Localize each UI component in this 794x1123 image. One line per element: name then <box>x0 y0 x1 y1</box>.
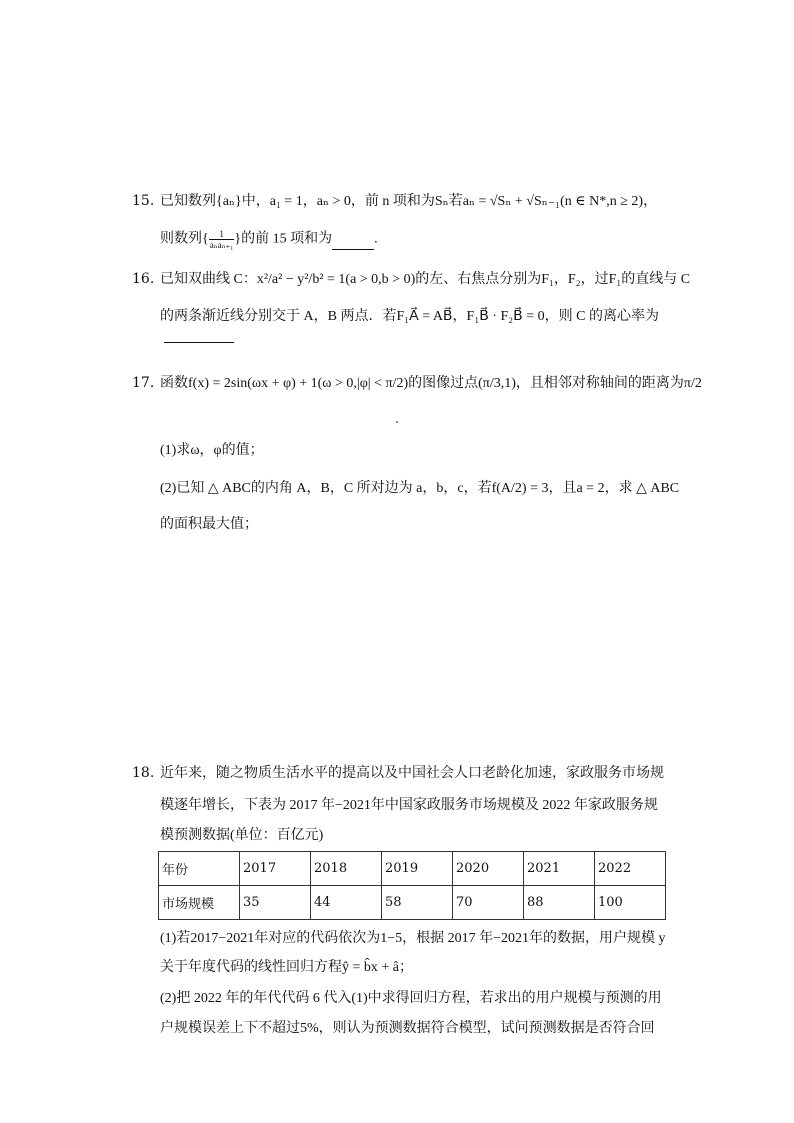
q18-part2-line1: (2)把 2022 年的年代代码 6 代入(1)中求得回归方程，若求出的用户规模与预测的用 <box>160 991 662 1006</box>
scan-dot <box>396 421 398 423</box>
table-cell: 70 <box>453 886 524 920</box>
table-cell: 44 <box>311 886 382 920</box>
table-cell: 市场规模 <box>159 886 240 920</box>
q18-line1: 近年来，随之物质生活水平的提高以及中国社会人口老龄化加速，家政服务市场规 <box>160 766 664 781</box>
table-row <box>159 852 666 886</box>
q17-part2-line2: 的面积最大值； <box>160 517 258 532</box>
q17-part2-line1: (2)已知 △ ABC的内角 A，B，C 所对边为 a，b，c，若f(A/2) = 3，且a = 2，求 △ ABC <box>160 481 680 496</box>
q16-answer-blank <box>164 342 234 343</box>
q15-line2 <box>160 229 378 250</box>
q18-part1-line2: 关于年度代码的线性回归方程ŷ = b̂x + â； <box>160 960 414 975</box>
table-cell: 年份 <box>159 852 240 886</box>
table-cell: 35 <box>240 886 311 920</box>
table-cell: 2019 <box>382 852 453 886</box>
q16-line1: 已知双曲线 C：x²/a² − y²/b² = 1(a > 0,b > 0)的左、右焦点分别为F₁，F₂，过F₁的直线与 C <box>160 272 691 287</box>
q18-number: 18. <box>132 765 155 781</box>
q15-line2-post: }的前 15 项和为 <box>234 231 333 247</box>
q15-fraction <box>209 229 235 250</box>
table-cell: 2017 <box>240 852 311 886</box>
q18-part1-line1: (1)若2017−2021年对应的代码依次为1−5，根据 2017 年−2021年的数据，用户规模 y <box>160 931 666 946</box>
q15-number: 15. <box>132 193 155 209</box>
q16-number: 16. <box>132 271 155 287</box>
q17-number: 17. <box>132 375 155 391</box>
q15-answer-blank <box>332 235 374 250</box>
table-cell: 88 <box>524 886 595 920</box>
table-cell: 2018 <box>311 852 382 886</box>
table-cell: 2022 <box>595 852 666 886</box>
table-cell: 58 <box>382 886 453 920</box>
q18-line2: 模逐年增长，下表为 2017 年−2021年中国家政服务市场规模及 2022 年家政服务规 <box>160 798 658 813</box>
q15-line2-pre: 则数列{ <box>160 231 209 247</box>
q15-line1: 已知数列{aₙ}中，a₁ = 1，aₙ > 0，前 n 项和为Sₙ若aₙ = √Sₙ + √Sₙ₋₁(n ∈ N*,n ≥ 2)， <box>160 194 658 209</box>
q15-line2-end: . <box>374 231 378 247</box>
q16-line2: 的两条渐近线分别交于 A，B 两点．若F₁A⃗ = AB⃗，F₁B⃗ · F₂B⃗ = 0，则 C 的离心率为 <box>160 309 659 324</box>
q17-part1: (1)求ω，φ的值； <box>160 443 264 458</box>
q17-line1: 函数f(x) = 2sin(ωx + φ) + 1(ω > 0,|φ| < π/2)的图像过点(π/3,1)，且相邻对称轴间的距离为π/2 <box>160 376 702 391</box>
table-cell: 2021 <box>524 852 595 886</box>
q15-fraction-den: aₙaₙ₊₁ <box>209 240 234 250</box>
market-size-table <box>158 851 666 920</box>
table-cell: 2020 <box>453 852 524 886</box>
q15-fraction-num: 1 <box>209 229 235 240</box>
table-cell: 100 <box>595 886 666 920</box>
q18-line3: 模预测数据(单位：百亿元) <box>160 828 324 843</box>
q18-part2-line2: 户规模误差上下不超过5%，则认为预测数据符合模型，试问预测数据是否符合回 <box>160 1021 655 1036</box>
table-row <box>159 886 666 920</box>
